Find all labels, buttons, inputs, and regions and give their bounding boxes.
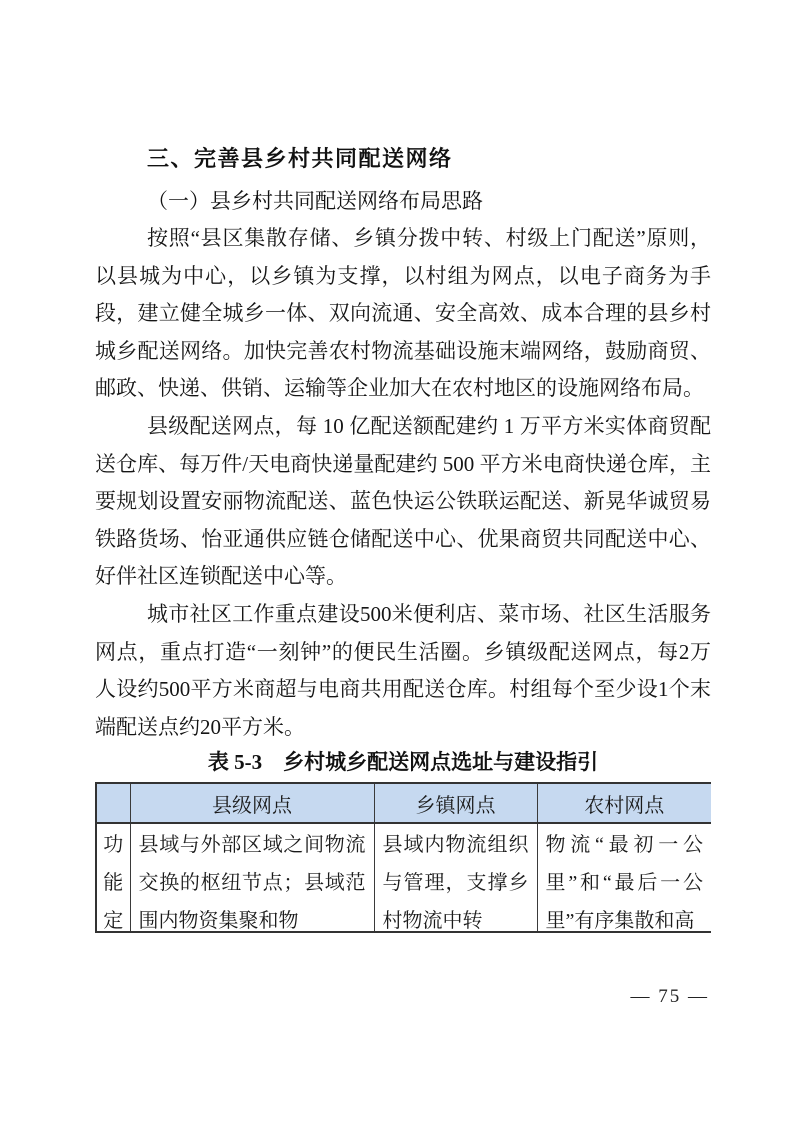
cell-county-function: 县域与外部区域之间物流交换的枢纽节点；县域范围内物资集聚和物 (130, 823, 374, 933)
subsection-heading: （一）县乡村共同配送网络布局思路 (147, 189, 483, 213)
table-caption: 表 5-3 乡村城乡配送网点选址与建设指引 (207, 750, 599, 775)
paragraph-county-nodes: 县级配送网点，每 10 亿配送额配建约 1 万平方米实体商贸配送仓库、每万件/天电商快递量配建约 500 平方米电商快递仓库，主要规划设置安丽物流配送、蓝色快运公铁联运配送、新晃华诚贸易铁路货场、怡亚通供应链仓储配送中心、优果商贸共同配送中心、好伴社区连锁配送中心等。 (95, 413, 711, 589)
table-header-row (96, 783, 711, 823)
cell-township-function: 县域内物流组织与管理，支撑乡村物流中转 (374, 823, 537, 933)
page-number: — 75 — (630, 986, 709, 1007)
paragraph-layout-principle: 按照“县区集散存储、乡镇分拨中转、村级上门配送”原则，以县城为中心，以乡镇为支撑，以村组为网点，以电子商务为手段，建立健全城乡一体、双向流通、安全高效、成本合理的县乡村城乡配送网络。加快完善农村物流基础设施末端网络，鼓励商贸、邮政、快递、供销、运输等企业加大在农村地区的设施网络布局。 (95, 226, 711, 401)
section-heading: 三、完善县乡村共同配送网络 (147, 146, 453, 171)
table-header-township: 乡镇网点 (374, 783, 537, 823)
cell-village-function: 物流“最初一公里”和“最后一公里”有序集散和高 (537, 823, 711, 933)
delivery-node-table (95, 782, 711, 933)
table-5-3 (95, 782, 711, 933)
table-row (96, 823, 711, 933)
paragraph-community-nodes: 城市社区工作重点建设500米便利店、菜市场、社区生活服务网点，重点打造“一刻钟”的便民生活圈。乡镇级配送网点，每2万人设约500平方米商超与电商共用配送仓库。村组每个至少设1个末端配送点约20平方米。 (95, 601, 711, 739)
page-content (95, 144, 711, 933)
row-header-function: 功能定 (96, 823, 130, 933)
table-header-stub-empty (96, 783, 130, 823)
table-header-county: 县级网点 (130, 783, 374, 823)
table-header-village: 农村网点 (537, 783, 711, 823)
